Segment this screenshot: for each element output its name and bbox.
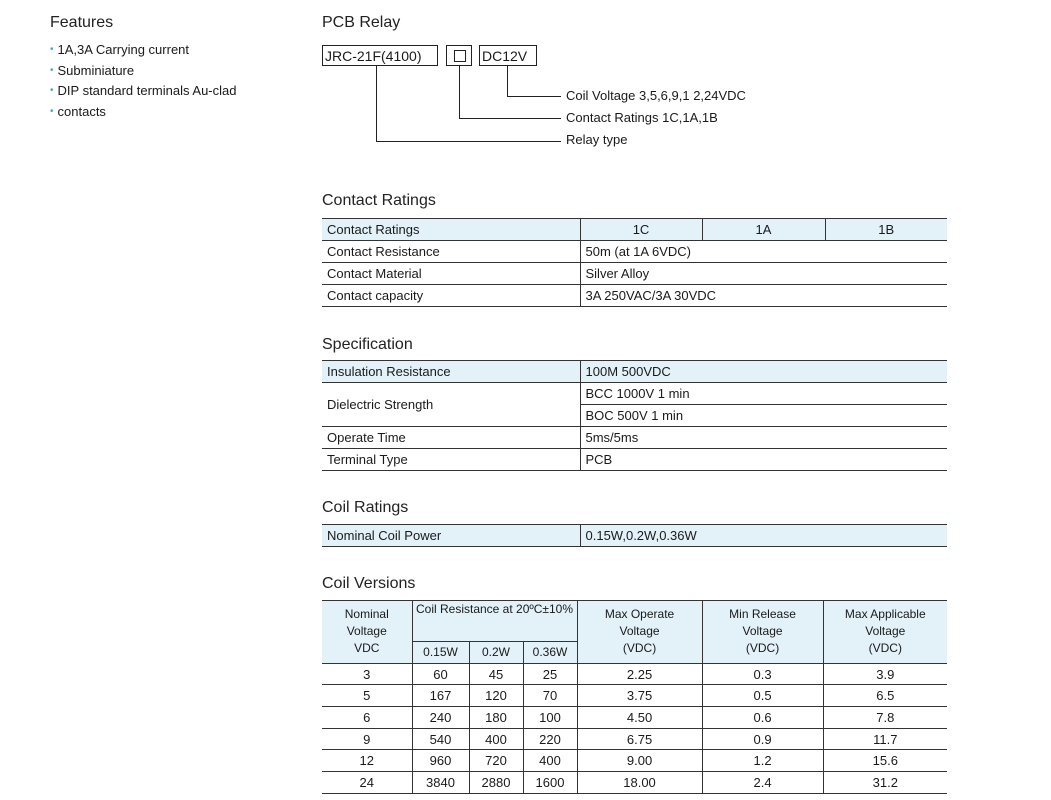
specification-title: Specification	[322, 336, 413, 353]
relay-title: PCB Relay	[322, 14, 401, 31]
table-row	[322, 601, 947, 642]
table-row	[322, 750, 947, 772]
table-cell: 3.9	[823, 663, 947, 685]
table-cell: 70	[523, 685, 577, 707]
table-row	[322, 663, 947, 685]
table-cell: 220	[523, 728, 577, 750]
contact-ratings-title: Contact Ratings	[322, 192, 436, 209]
coil-versions-table	[322, 600, 947, 794]
annotation-contact-ratings: Contact Ratings 1C,1A,1B	[566, 110, 718, 125]
table-cell: 12	[322, 750, 412, 772]
table-cell: 2880	[469, 772, 523, 794]
coil-versions-title: Coil Versions	[322, 575, 416, 592]
table-cell: Insulation Resistance	[322, 361, 580, 383]
table-cell: 1C	[580, 219, 702, 241]
table-cell: 1600	[523, 772, 577, 794]
header-res-036w: 0.36W	[523, 642, 577, 664]
relay-code-voltage: DC12V	[479, 45, 537, 66]
connector-line	[376, 66, 377, 141]
table-cell: 400	[469, 728, 523, 750]
connector-line	[507, 96, 561, 97]
table-cell: 3	[322, 663, 412, 685]
table-cell: 400	[523, 750, 577, 772]
table-cell: 3A 250VAC/3A 30VDC	[580, 285, 947, 307]
list-item: • Subminiature	[50, 62, 135, 78]
connector-line	[459, 66, 460, 118]
table-cell: 6.75	[577, 728, 702, 750]
header-max-applicable: Max Applicable Voltage (VDC)	[823, 601, 947, 664]
table-cell: Operate Time	[322, 427, 580, 449]
table-cell: 9.00	[577, 750, 702, 772]
table-cell: BOC 500V 1 min	[580, 405, 947, 427]
table-cell: 7.8	[823, 707, 947, 729]
header-res-02w: 0.2W	[469, 642, 523, 664]
list-item: • contacts	[50, 103, 106, 119]
table-cell: 15.6	[823, 750, 947, 772]
table-row	[322, 707, 947, 729]
table-cell: 5ms/5ms	[580, 427, 947, 449]
table-cell: 1A	[702, 219, 825, 241]
blank-square-icon	[454, 50, 466, 62]
table-cell: 45	[469, 663, 523, 685]
connector-line	[459, 118, 561, 119]
table-row	[322, 525, 947, 547]
table-cell: 18.00	[577, 772, 702, 794]
table-cell: Contact Resistance	[322, 241, 580, 263]
coil-ratings-title: Coil Ratings	[322, 499, 409, 516]
table-row	[322, 219, 947, 241]
table-row	[322, 728, 947, 750]
header-res-015w: 0.15W	[412, 642, 469, 664]
table-cell: 4.50	[577, 707, 702, 729]
relay-code-type: JRC-21F(4100)	[322, 45, 438, 66]
table-row	[322, 772, 947, 794]
table-cell: 120	[469, 685, 523, 707]
features-title: Features	[50, 14, 114, 31]
table-cell: 2.25	[577, 663, 702, 685]
table-cell: Silver Alloy	[580, 263, 947, 285]
table-row	[322, 685, 947, 707]
table-cell: 9	[322, 728, 412, 750]
coil-versions-body	[322, 663, 947, 793]
table-cell: 2.4	[702, 772, 823, 794]
table-cell: 167	[412, 685, 469, 707]
table-cell: Dielectric Strength	[322, 383, 580, 427]
bullet-icon: •	[50, 44, 54, 56]
table-row	[322, 449, 947, 471]
table-cell: 31.2	[823, 772, 947, 794]
table-cell: 540	[412, 728, 469, 750]
table-row	[322, 427, 947, 449]
table-cell: 60	[412, 663, 469, 685]
table-cell: 100	[523, 707, 577, 729]
table-cell: 0.5	[702, 685, 823, 707]
table-cell: 25	[523, 663, 577, 685]
table-row	[322, 361, 947, 383]
table-cell: 960	[412, 750, 469, 772]
table-row	[322, 285, 947, 307]
table-cell: 0.15W,0.2W,0.36W	[580, 525, 947, 547]
table-cell: 180	[469, 707, 523, 729]
table-cell: 6	[322, 707, 412, 729]
table-cell: Terminal Type	[322, 449, 580, 471]
table-cell: 100M 500VDC	[580, 361, 947, 383]
features-list	[50, 40, 236, 122]
table-cell: Contact capacity	[322, 285, 580, 307]
table-cell: 3.75	[577, 685, 702, 707]
table-cell: 0.9	[702, 728, 823, 750]
coil-ratings-table	[322, 524, 947, 547]
relay-code-contact	[446, 45, 472, 66]
header-nominal-voltage: Nominal Voltage VDC	[322, 601, 412, 664]
table-cell: BCC 1000V 1 min	[580, 383, 947, 405]
specification-table	[322, 360, 947, 471]
table-cell: 1.2	[702, 750, 823, 772]
header-coil-resistance: Coil Resistance at 20ºC±10%	[412, 601, 577, 642]
list-item: • 1A,3A Carrying current	[50, 42, 190, 57]
table-cell: 240	[412, 707, 469, 729]
table-cell: 50m (at 1A 6VDC)	[580, 241, 947, 263]
table-row	[322, 263, 947, 285]
bullet-icon: •	[50, 105, 54, 117]
table-cell: Contact Ratings	[322, 219, 580, 241]
table-cell: 24	[322, 772, 412, 794]
table-row	[322, 241, 947, 263]
list-item: • DIP standard terminals Au-clad	[50, 83, 237, 98]
contact-ratings-table	[322, 218, 947, 307]
bullet-icon: •	[50, 64, 54, 76]
table-cell: 0.3	[702, 663, 823, 685]
table-cell: 0.6	[702, 707, 823, 729]
connector-line	[507, 66, 508, 96]
table-cell: 11.7	[823, 728, 947, 750]
table-cell: 720	[469, 750, 523, 772]
table-cell: 6.5	[823, 685, 947, 707]
table-cell: PCB	[580, 449, 947, 471]
connector-line	[376, 141, 561, 142]
annotation-relay-type: Relay type	[566, 132, 628, 147]
annotation-coil-voltage: Coil Voltage 3,5,6,9,1 2,24VDC	[566, 88, 746, 103]
header-max-operate: Max Operate Voltage (VDC)	[577, 601, 702, 664]
table-row	[322, 383, 947, 405]
bullet-icon: •	[50, 85, 54, 97]
table-cell: 1B	[825, 219, 947, 241]
table-cell: Nominal Coil Power	[322, 525, 580, 547]
table-cell: 3840	[412, 772, 469, 794]
header-min-release: Min Release Voltage (VDC)	[702, 601, 823, 664]
table-cell: 5	[322, 685, 412, 707]
table-cell: Contact Material	[322, 263, 580, 285]
